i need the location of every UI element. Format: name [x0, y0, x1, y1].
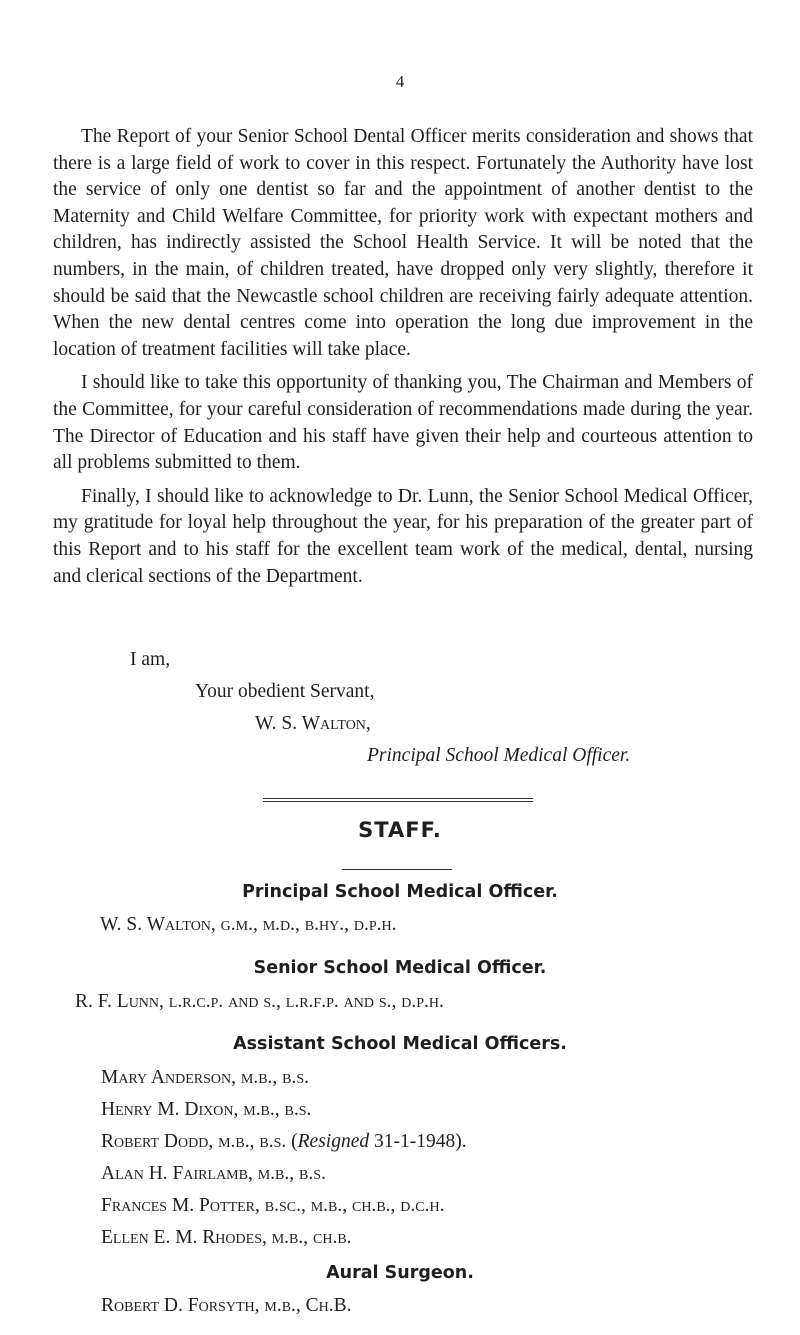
paragraph-acknowledgement: Finally, I should like to acknowledge to Dr. Lunn, the Senior School Medical Officer, my gratitude for loyal help throughout the year, for his preparation of the greater part of this Report and to his staff for the excellent team work of the medical, dental, nursing and clerical sections of the Department.	[53, 485, 753, 587]
assistant-member: Henry M. Dixon, m.b., b.s.	[101, 1099, 312, 1120]
resigned-note-date: 31-1-1948).	[374, 1131, 467, 1152]
aural-name: Robert D. Forsyth, m.b., Ch.B.	[101, 1295, 352, 1316]
resigned-note-label: Resigned	[297, 1131, 370, 1152]
signature-title: Principal School Medical Officer.	[367, 745, 631, 766]
closing-i-am: I am,	[130, 649, 171, 670]
closing-servant: Your obedient Servant,	[195, 681, 375, 702]
page-number: 4	[395, 72, 405, 91]
principal-heading: Principal School Medical Officer.	[242, 882, 558, 902]
paragraph-thanks: I should like to take this opportunity of thanking you, The Chairman and Members of the Committee, for your careful consideration of recommendations made during the year. The Director of Education and his staff have given their help and courteous attention to all problems submitted to them.	[53, 372, 753, 474]
divider-short	[342, 869, 452, 870]
letter-body	[53, 124, 753, 597]
assistant-member: Frances M. Potter, b.sc., m.b., ch.b., d.c.h.	[101, 1195, 445, 1216]
staff-heading: STAFF.	[358, 818, 442, 842]
assistant-member-name: Robert Dodd, m.b., b.s.	[101, 1131, 287, 1152]
resigned-note-open: (	[291, 1131, 298, 1152]
assistant-member: Alan H. Fairlamb, m.b., b.s.	[101, 1163, 326, 1184]
assistant-heading: Assistant School Medical Officers.	[233, 1034, 567, 1054]
senior-heading: Senior School Medical Officer.	[253, 958, 547, 978]
assistant-member: Mary Anderson, m.b., b.s.	[101, 1067, 310, 1088]
principal-name: W. S. Walton, g.m., m.d., b.hy., d.p.h.	[100, 914, 397, 935]
divider-double-bottom	[263, 801, 533, 802]
assistant-member-dodd	[101, 1129, 467, 1155]
senior-name: R. F. Lunn, l.r.c.p. and s., l.r.f.p. and s., d.p.h.	[75, 991, 444, 1012]
aural-heading: Aural Surgeon.	[326, 1263, 474, 1283]
paragraph-dental: The Report of your Senior School Dental Officer merits consideration and shows that there is a large field of work to cover in this respect. Fortunately the Authority have lost the service of only one dentist so far and the appointment of another dentist to the Maternity and Child Welfare Committee, for priority work with expectant mothers and children, has indirectly assisted the School Health Service. It will be noted that the numbers, in the main, of children treated, have dropped only very slightly, therefore it should be said that the Newcastle school children are receiving fairly adequate attention. When the new dental centres come into operation the long due improvement in the location of treatment facilities will take place.	[53, 126, 753, 360]
divider-double-top	[263, 798, 533, 799]
signature-name: W. S. Walton,	[255, 713, 371, 734]
assistant-member: Ellen E. M. Rhodes, m.b., ch.b.	[101, 1227, 352, 1248]
